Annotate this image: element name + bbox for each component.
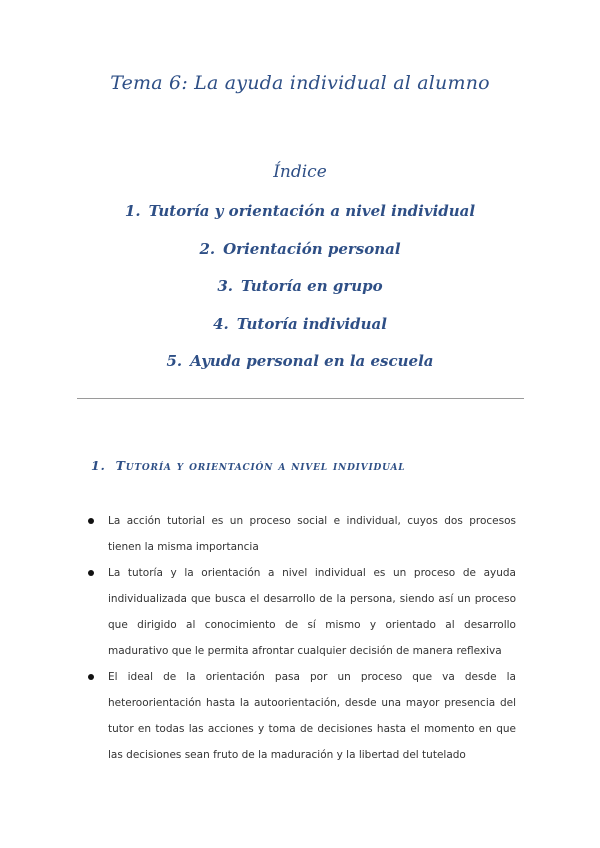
horizontal-divider: [77, 398, 524, 399]
toc-item-label: Orientación personal: [223, 239, 401, 258]
bullet-item: [86, 508, 516, 560]
section-title: Tutoría y orientación a nivel individual: [115, 458, 406, 473]
document-title: Tema 6: La ayuda individual al alumno: [110, 72, 490, 94]
section-number: 1.: [91, 458, 106, 473]
bullet-item: [86, 560, 516, 664]
bullet-text: La tutoría y la orientación a nivel individual es un proceso de ayuda individualizada que busca el desarrollo de la persona, siendo así un proceso que dirigido al conocimiento de sí mismo y orientado al desarrollo madurativo que le permita afrontar cualquier decisión de manera reflexiva: [108, 567, 516, 657]
bullet-item: [86, 664, 516, 768]
toc-item-number: 2.: [199, 239, 216, 258]
toc-item-label: Tutoría individual: [236, 314, 387, 333]
toc-item: [0, 273, 600, 311]
bullet-icon: [88, 518, 94, 524]
toc-item-label: Ayuda personal en la escuela: [190, 352, 434, 370]
toc-item-number: 3.: [217, 277, 234, 295]
bullet-list: [86, 508, 516, 768]
toc-item-label: Tutoría y orientación a nivel individual: [148, 202, 476, 220]
toc-item: [0, 236, 600, 274]
toc-item-number: 4.: [213, 314, 229, 333]
index-heading: Índice: [273, 162, 327, 182]
toc-item-label: Tutoría en grupo: [241, 277, 383, 295]
toc-item-number: 1.: [124, 202, 141, 220]
bullet-icon: [88, 570, 94, 576]
toc-item: [0, 198, 600, 236]
bullet-icon: [88, 674, 94, 680]
bullet-text: El ideal de la orientación pasa por un proceso que va desde la heteroorientación hasta la autoorientación, desde una mayor presencia del tutor en todas las acciones y toma de decisiones hasta el momento en que las decisiones sean fruto de la maduración y la libertad del tutelado: [108, 671, 516, 761]
bullet-text: La acción tutorial es un proceso social e individual, cuyos dos procesos tienen la misma importancia: [108, 515, 516, 553]
toc-item: [0, 348, 600, 386]
table-of-contents: [0, 198, 600, 386]
toc-item: [0, 311, 600, 349]
section-heading: [91, 458, 405, 473]
toc-item-number: 5.: [166, 352, 183, 370]
